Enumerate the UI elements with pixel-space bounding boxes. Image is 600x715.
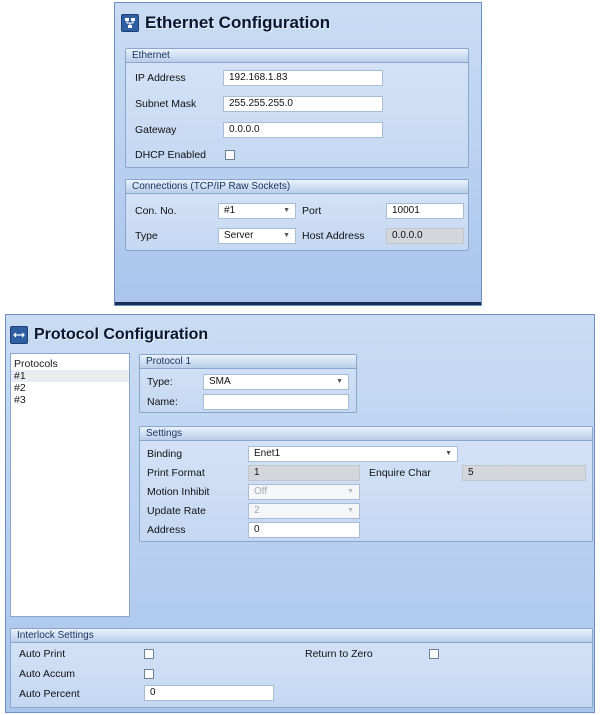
protocol-1-header: Protocol 1 xyxy=(140,355,356,369)
ethernet-title xyxy=(121,13,330,33)
chevron-down-icon: ▼ xyxy=(283,232,290,239)
settings-group xyxy=(139,426,593,542)
interlock-header: Interlock Settings xyxy=(11,629,592,643)
connections-group xyxy=(125,179,469,251)
motion-inhibit-value: Off xyxy=(254,486,268,497)
ip-address-label: IP Address xyxy=(135,72,186,84)
protocol-title-text: Protocol Configuration xyxy=(34,326,209,343)
panel-bottom-band xyxy=(115,302,481,305)
auto-percent-label: Auto Percent xyxy=(19,688,80,700)
update-rate-select[interactable] xyxy=(248,503,360,519)
chevron-down-icon: ▼ xyxy=(445,450,452,457)
name-label: Name: xyxy=(147,396,178,408)
print-format-field[interactable]: 1 xyxy=(248,465,360,481)
list-item[interactable]: #2 xyxy=(14,382,26,394)
auto-print-checkbox[interactable] xyxy=(144,649,154,659)
chevron-down-icon: ▼ xyxy=(336,378,343,385)
gateway-field[interactable]: 0.0.0.0 xyxy=(223,122,383,138)
ip-address-field[interactable]: 192.168.1.83 xyxy=(223,70,383,86)
update-rate-value: 2 xyxy=(254,505,260,516)
host-address-field[interactable]: 0.0.0.0 xyxy=(386,228,464,244)
list-item[interactable]: #1 xyxy=(11,370,129,382)
enquire-char-field[interactable]: 5 xyxy=(462,465,586,481)
auto-percent-field[interactable]: 0 xyxy=(144,685,274,701)
subnet-mask-label: Subnet Mask xyxy=(135,98,197,110)
interlock-group xyxy=(10,628,593,708)
address-label: Address xyxy=(147,524,186,536)
protocol-type-value: SMA xyxy=(209,376,231,387)
list-item[interactable]: #3 xyxy=(14,394,26,406)
ethernet-title-text: Ethernet Configuration xyxy=(145,13,331,32)
protocols-list-header: Protocols xyxy=(14,358,58,370)
enquire-char-label: Enquire Char xyxy=(369,467,431,479)
protocol-1-group xyxy=(139,354,357,413)
dhcp-enabled-label: DHCP Enabled xyxy=(135,149,207,161)
protocols-list[interactable] xyxy=(10,353,130,617)
ethernet-config-panel xyxy=(114,2,482,306)
arrows-icon xyxy=(10,326,28,344)
protocol-name-field[interactable] xyxy=(203,394,349,410)
type-value: Server xyxy=(224,230,254,241)
motion-inhibit-label: Motion Inhibit xyxy=(147,486,210,498)
return-to-zero-label: Return to Zero xyxy=(305,648,373,660)
chevron-down-icon: ▼ xyxy=(283,207,290,214)
ethernet-group xyxy=(125,48,469,168)
protocol-config-panel xyxy=(5,314,595,713)
binding-select[interactable] xyxy=(248,446,458,462)
host-address-label: Host Address xyxy=(302,230,365,242)
update-rate-label: Update Rate xyxy=(147,505,206,517)
protocol-type-select[interactable] xyxy=(203,374,349,390)
dhcp-enabled-checkbox[interactable] xyxy=(225,150,235,160)
port-label: Port xyxy=(302,205,322,217)
network-icon xyxy=(121,14,139,32)
print-format-label: Print Format xyxy=(147,467,205,479)
con-no-value: #1 xyxy=(224,205,236,216)
con-no-select[interactable] xyxy=(218,203,296,219)
auto-print-label: Auto Print xyxy=(19,648,66,660)
chevron-down-icon: ▼ xyxy=(347,507,354,514)
address-field[interactable]: 0 xyxy=(248,522,360,538)
type-label: Type: xyxy=(147,376,173,388)
chevron-down-icon: ▼ xyxy=(347,488,354,495)
type-label: Type xyxy=(135,230,158,242)
gateway-label: Gateway xyxy=(135,124,177,136)
connections-group-header: Connections (TCP/IP Raw Sockets) xyxy=(126,180,468,194)
auto-accum-label: Auto Accum xyxy=(19,668,76,680)
binding-label: Binding xyxy=(147,448,183,460)
auto-accum-checkbox[interactable] xyxy=(144,669,154,679)
return-to-zero-checkbox[interactable] xyxy=(429,649,439,659)
subnet-mask-field[interactable]: 255.255.255.0 xyxy=(223,96,383,112)
type-select[interactable] xyxy=(218,228,296,244)
settings-header: Settings xyxy=(140,427,592,441)
con-no-label: Con. No. xyxy=(135,205,177,217)
binding-value: Enet1 xyxy=(254,448,281,459)
motion-inhibit-select[interactable] xyxy=(248,484,360,500)
protocol-title xyxy=(10,326,208,344)
port-field[interactable]: 10001 xyxy=(386,203,464,219)
ethernet-group-header: Ethernet xyxy=(126,49,468,63)
